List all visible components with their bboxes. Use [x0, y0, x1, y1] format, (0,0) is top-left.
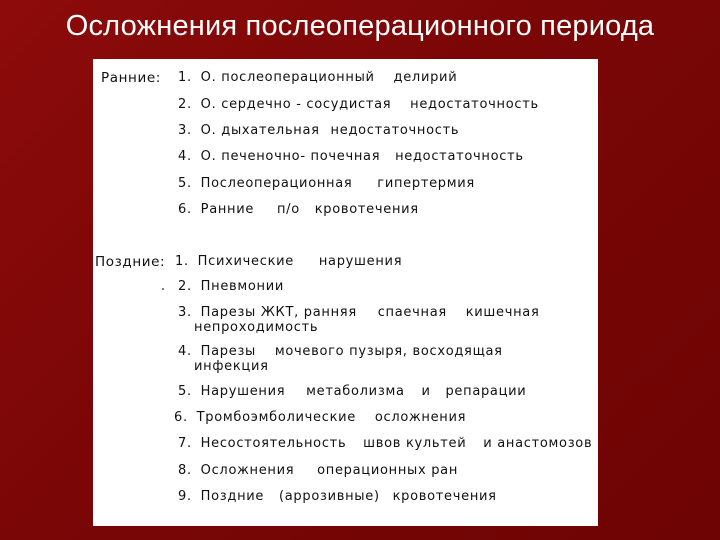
list-item: 8. Осложнения операционных ран: [178, 463, 459, 478]
list-item: 4. О. печеночно- почечная недостаточность: [178, 149, 524, 164]
list-item: 5. Нарушения метаболизма и репарации: [178, 384, 527, 399]
list-item-continuation: инфекция: [194, 359, 269, 374]
list-item: 9. Поздние (аррозивные) кровотечения: [178, 489, 497, 504]
list-item: 4. Парезы мочевого пузыря, восходящая: [178, 344, 503, 359]
section-label-late: Поздние:: [95, 254, 166, 270]
stray-mark: [162, 288, 164, 290]
list-item: 3. О. дыхательная недостаточность: [178, 123, 460, 138]
list-item: 5. Послеоперационная гипертермия: [178, 176, 475, 191]
list-item: 2. Пневмонии: [178, 279, 285, 294]
content-panel: [93, 59, 598, 526]
section-label-early: Ранние:: [101, 70, 161, 86]
list-item: 6. Ранние п/о кровотечения: [178, 202, 419, 217]
list-item: 3. Парезы ЖКТ, ранняя спаечная кишечная: [178, 305, 540, 320]
list-item: 1. Психические нарушения: [175, 254, 403, 269]
list-item: 2. О. сердечно - сосудистая недостаточность: [178, 97, 539, 112]
list-item: 6. Тромбоэмболические осложнения: [174, 410, 467, 425]
slide-title: Осложнения послеоперационного периода: [65, 10, 655, 42]
list-item-continuation: непроходимость: [194, 320, 319, 335]
list-item: 7. Несостоятельность швов культей и анастомозов: [178, 436, 593, 451]
list-item: 1. О. послеоперационный делирий: [178, 70, 458, 85]
